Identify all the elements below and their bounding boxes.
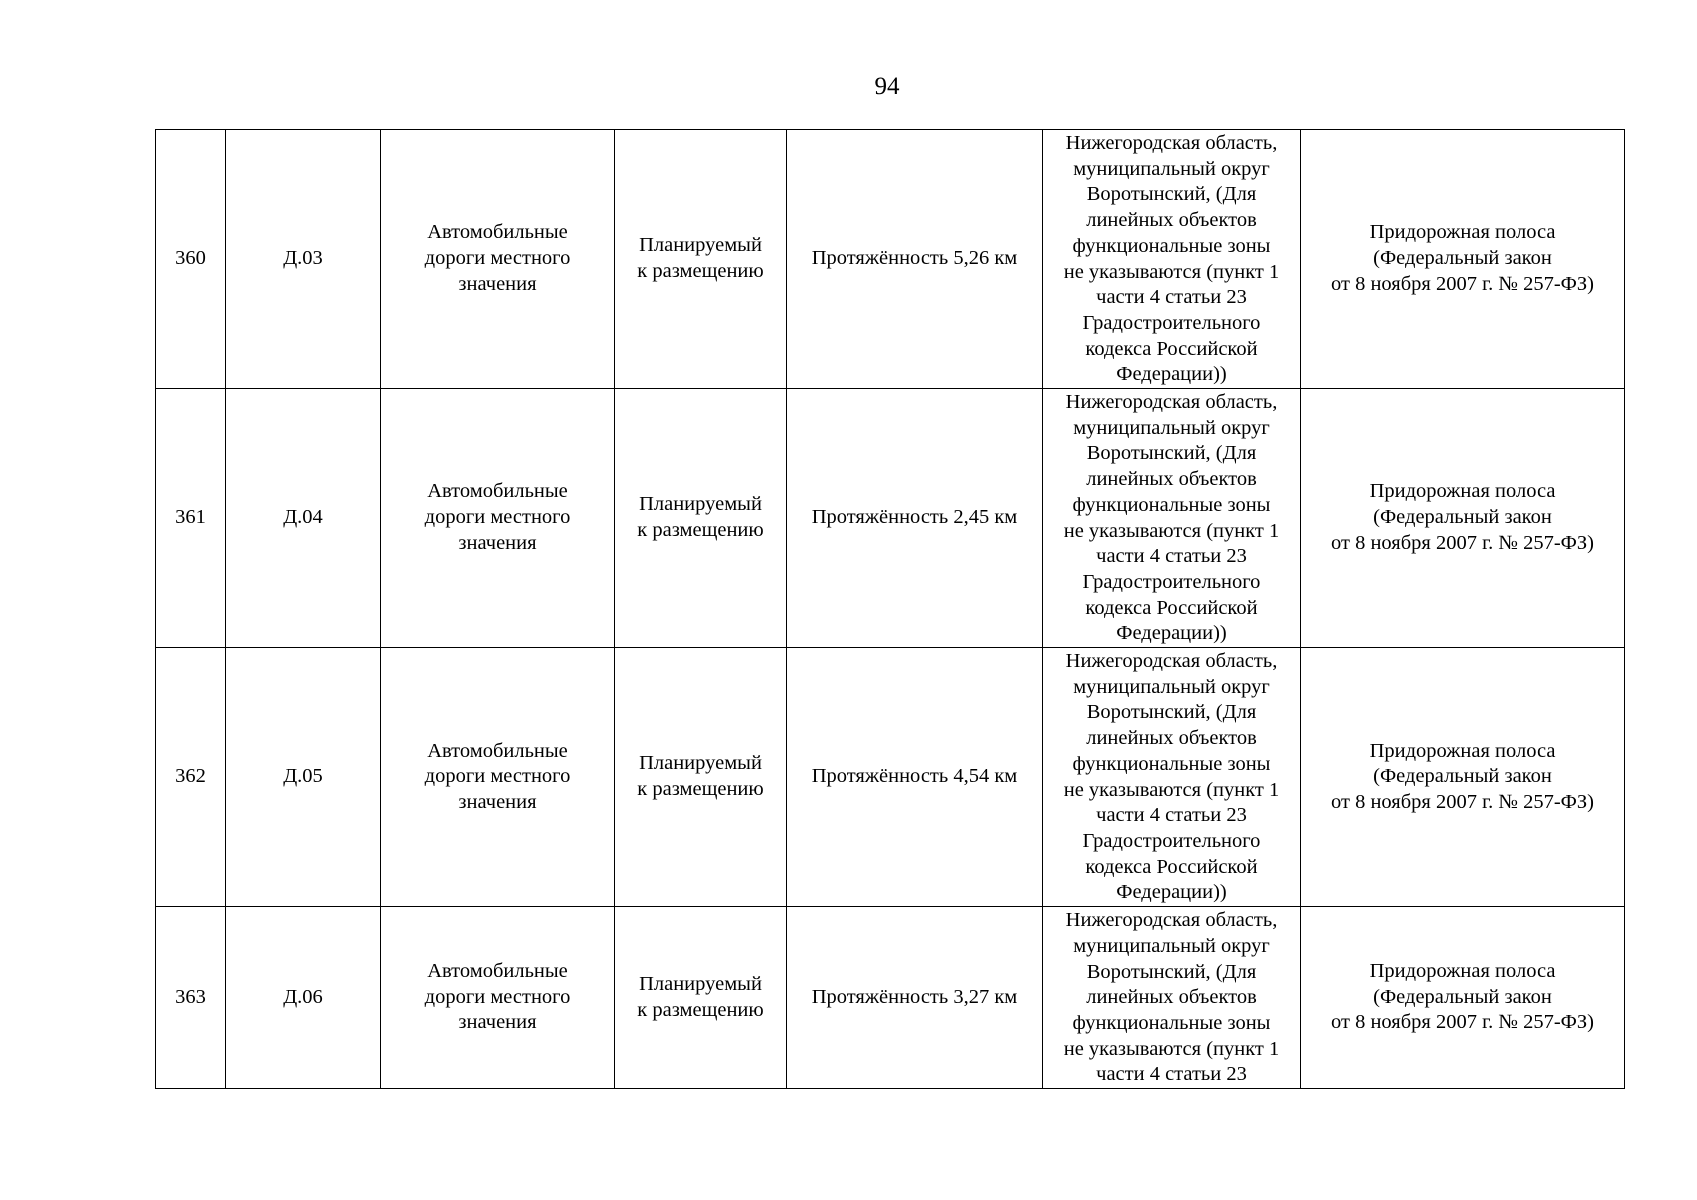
restriction-zone: Придорожная полоса (Федеральный закон от 8 ноября 2007 г. № 257-ФЗ) [1331,221,1594,295]
row-number-cell [156,130,226,389]
table-row [156,907,1625,1089]
object-type-cell [381,907,615,1089]
object-location: Нижегородская область, муниципальный округ Воротынский, (Для линейных объектов функциональные зоны не указываются (пункт 1 части 4 статьи 23 Градостроительного кодекса Российской Федерации)) [1063,650,1280,904]
object-location: Нижегородская область, муниципальный округ Воротынский, (Для линейных объектов функциональные зоны не указываются (пункт 1 части 4 статьи 23 Градостроительного кодекса Российской Федерации)) [1063,132,1280,386]
object-status: Планируемый к размещению [637,972,764,1021]
object-code: Д.06 [283,985,323,1008]
object-code: Д.03 [283,247,323,270]
object-code: Д.04 [283,506,323,529]
restriction-zone-cell [1301,648,1625,907]
object-characteristic: Протяжённость 4,54 км [811,765,1018,788]
object-status: Планируемый к размещению [637,493,764,542]
object-characteristic: Протяжённость 2,45 км [811,506,1018,529]
row-number: 363 [175,985,206,1008]
object-characteristic: Протяжённость 5,26 км [811,247,1018,270]
object-type-cell [381,130,615,389]
table-row [156,648,1625,907]
object-type-cell [381,648,615,907]
table-row [156,389,1625,648]
object-location-cell [1043,130,1301,389]
restriction-zone-cell [1301,130,1625,389]
object-characteristic-cell [787,130,1043,389]
object-status-cell [615,907,787,1089]
object-status: Планируемый к размещению [637,234,764,283]
object-type: Автомобильные дороги местного значения [424,221,571,295]
object-type: Автомобильные дороги местного значения [424,960,571,1034]
object-location: Нижегородская область, муниципальный округ Воротынский, (Для линейных объектов функциональные зоны не указываются (пункт 1 части 4 статьи 23 Градостроительного кодекса Российской Федерации)) [1063,391,1280,645]
object-characteristic: Протяжённость 3,27 км [811,985,1018,1008]
row-number: 362 [175,765,206,788]
object-characteristic-cell [787,907,1043,1089]
object-characteristic-cell [787,389,1043,648]
object-location: Нижегородская область, муниципальный округ Воротынский, (Для линейных объектов функциональные зоны не указываются (пункт 1 части 4 статьи 23 [1063,909,1280,1086]
object-code: Д.05 [283,765,323,788]
object-code-cell [226,389,381,648]
object-characteristic-cell [787,648,1043,907]
object-location-cell [1043,907,1301,1089]
restriction-zone: Придорожная полоса (Федеральный закон от 8 ноября 2007 г. № 257-ФЗ) [1331,739,1594,813]
object-status: Планируемый к размещению [637,752,764,801]
restriction-zone-cell [1301,907,1625,1089]
object-location-cell [1043,648,1301,907]
restriction-zone: Придорожная полоса (Федеральный закон от 8 ноября 2007 г. № 257-ФЗ) [1331,480,1594,554]
row-number-cell [156,648,226,907]
object-type-cell [381,389,615,648]
row-number-cell [156,389,226,648]
page-number: 94 [874,73,900,100]
object-code-cell [226,130,381,389]
object-status-cell [615,130,787,389]
object-location-cell [1043,389,1301,648]
object-code-cell [226,907,381,1089]
row-number: 360 [175,247,206,270]
objects-table [155,129,1625,1089]
object-code-cell [226,648,381,907]
row-number-cell [156,907,226,1089]
object-status-cell [615,389,787,648]
object-status-cell [615,648,787,907]
object-type: Автомобильные дороги местного значения [424,480,571,554]
table-row [156,130,1625,389]
restriction-zone: Придорожная полоса (Федеральный закон от 8 ноября 2007 г. № 257-ФЗ) [1331,960,1594,1034]
object-type: Автомобильные дороги местного значения [424,739,571,813]
row-number: 361 [175,506,206,529]
restriction-zone-cell [1301,389,1625,648]
